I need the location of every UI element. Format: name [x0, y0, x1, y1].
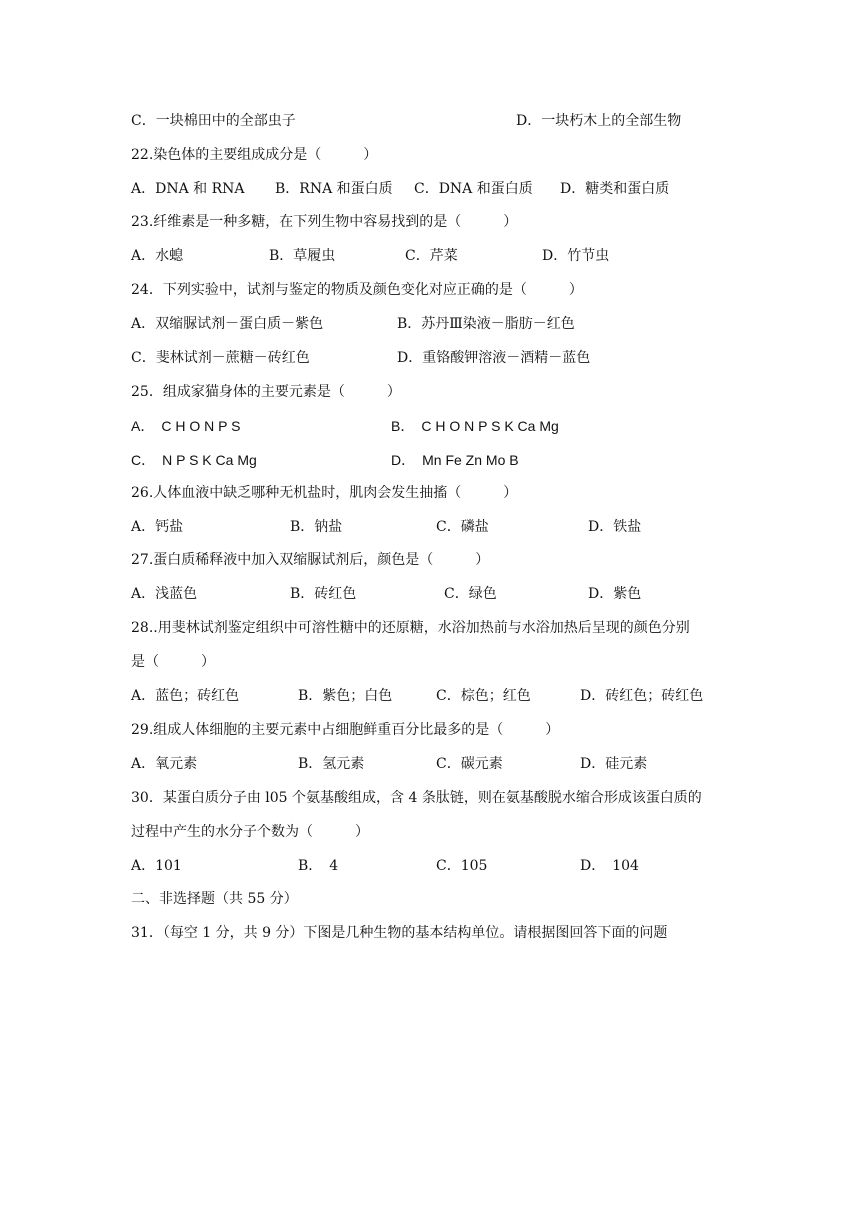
section2-heading: 二、非选择题（共 55 分） [131, 891, 298, 907]
q25-option-d: D． Mn Fe Zn Mo B [391, 452, 519, 468]
q24-stem: 24．下列实验中，试剂与鉴定的物质及颜色变化对应正确的是（ ） [131, 282, 583, 298]
q30-stem-line1: 30．某蛋白质分子由 l05 个氨基酸组成，含 4 条肽链，则在氨基酸脱水缩合形成该蛋白质的 [131, 790, 702, 806]
q24-option-a: A．双缩脲试剂－蛋白质－紫色 [131, 316, 324, 332]
q22-option-c: C．DNA 和蛋白质 [414, 181, 533, 197]
q27-option-c: C．绿色 [444, 586, 497, 602]
q30-stem-line2: 过程中产生的水分子个数为（ ） [131, 824, 369, 840]
q28-option-a: A．蓝色；砖红色 [131, 688, 240, 704]
q22-option-d: D．糖类和蛋白质 [560, 181, 670, 197]
q26-stem: 26.人体血液中缺乏哪种无机盐时，肌肉会发生抽搐（ ） [131, 485, 518, 501]
q29-option-c: C．碳元素 [436, 756, 503, 772]
q21-option-d: D．一块朽木上的全部生物 [516, 113, 682, 129]
q28-stem-line1: 28..用斐林试剂鉴定组织中可溶性糖中的还原糖，水浴加热前与水浴加热后呈现的颜色分别 [131, 620, 690, 636]
q31-stem: 31．（每空 1 分，共 9 分）下图是几种生物的基本结构单位。请根据图回答下面的问题 [131, 925, 668, 941]
q30-option-d: D． 104 [580, 858, 639, 874]
q26-option-b: B．钠盐 [290, 519, 343, 535]
q28-option-b: B．紫色；白色 [298, 688, 393, 704]
q25-stem: 25．组成家猫身体的主要元素是（ ） [131, 384, 401, 400]
q30-option-c: C．105 [436, 858, 488, 874]
q29-option-b: B．氢元素 [298, 756, 365, 772]
q23-option-c: C．芹菜 [405, 248, 458, 264]
q22-stem: 22.染色体的主要组成成分是（ ） [131, 147, 378, 163]
q30-option-b: B． 4 [298, 858, 339, 874]
q22-option-a: A．DNA 和 RNA [131, 181, 245, 197]
q28-option-c: C．棕色；红色 [436, 688, 531, 704]
q23-option-b: B．草履虫 [269, 248, 336, 264]
q22-option-b: B．RNA 和蛋白质 [275, 181, 393, 197]
q27-option-d: D．紫色 [588, 586, 642, 602]
q28-option-d: D．砖红色；砖红色 [580, 688, 704, 704]
q21-option-c: C．一块棉田中的全部虫子 [131, 113, 296, 129]
q24-option-b: B．苏丹Ⅲ染液－脂肪－红色 [397, 316, 575, 332]
q30-option-a: A．101 [131, 858, 182, 874]
q27-stem: 27.蛋白质稀释液中加入双缩脲试剂后，颜色是（ ） [131, 552, 490, 568]
q26-option-d: D．铁盐 [588, 519, 642, 535]
q24-option-d: D．重铬酸钾溶液－酒精－蓝色 [397, 350, 591, 366]
q29-stem: 29.组成人体细胞的主要元素中占细胞鲜重百分比最多的是（ ） [131, 722, 560, 738]
q25-option-a: A． C H O N P S [131, 418, 241, 434]
q27-option-b: B．砖红色 [290, 586, 357, 602]
q23-option-a: A．水螅 [131, 248, 184, 264]
q29-option-d: D．硅元素 [580, 756, 648, 772]
q25-option-c: C． N P S K Ca Mg [131, 452, 257, 468]
q24-option-c: C．斐林试剂－蔗糖－砖红色 [131, 350, 310, 366]
q26-option-c: C．磷盐 [436, 519, 489, 535]
q23-stem: 23.纤维素是一种多糖，在下列生物中容易找到的是（ ） [131, 214, 518, 230]
q26-option-a: A．钙盐 [131, 519, 184, 535]
q25-option-b: B． C H O N P S K Ca Mg [391, 418, 559, 434]
q27-option-a: A．浅蓝色 [131, 586, 198, 602]
q23-option-d: D．竹节虫 [542, 248, 610, 264]
q28-stem-line2: 是（ ） [131, 654, 215, 670]
q29-option-a: A．氧元素 [131, 756, 198, 772]
